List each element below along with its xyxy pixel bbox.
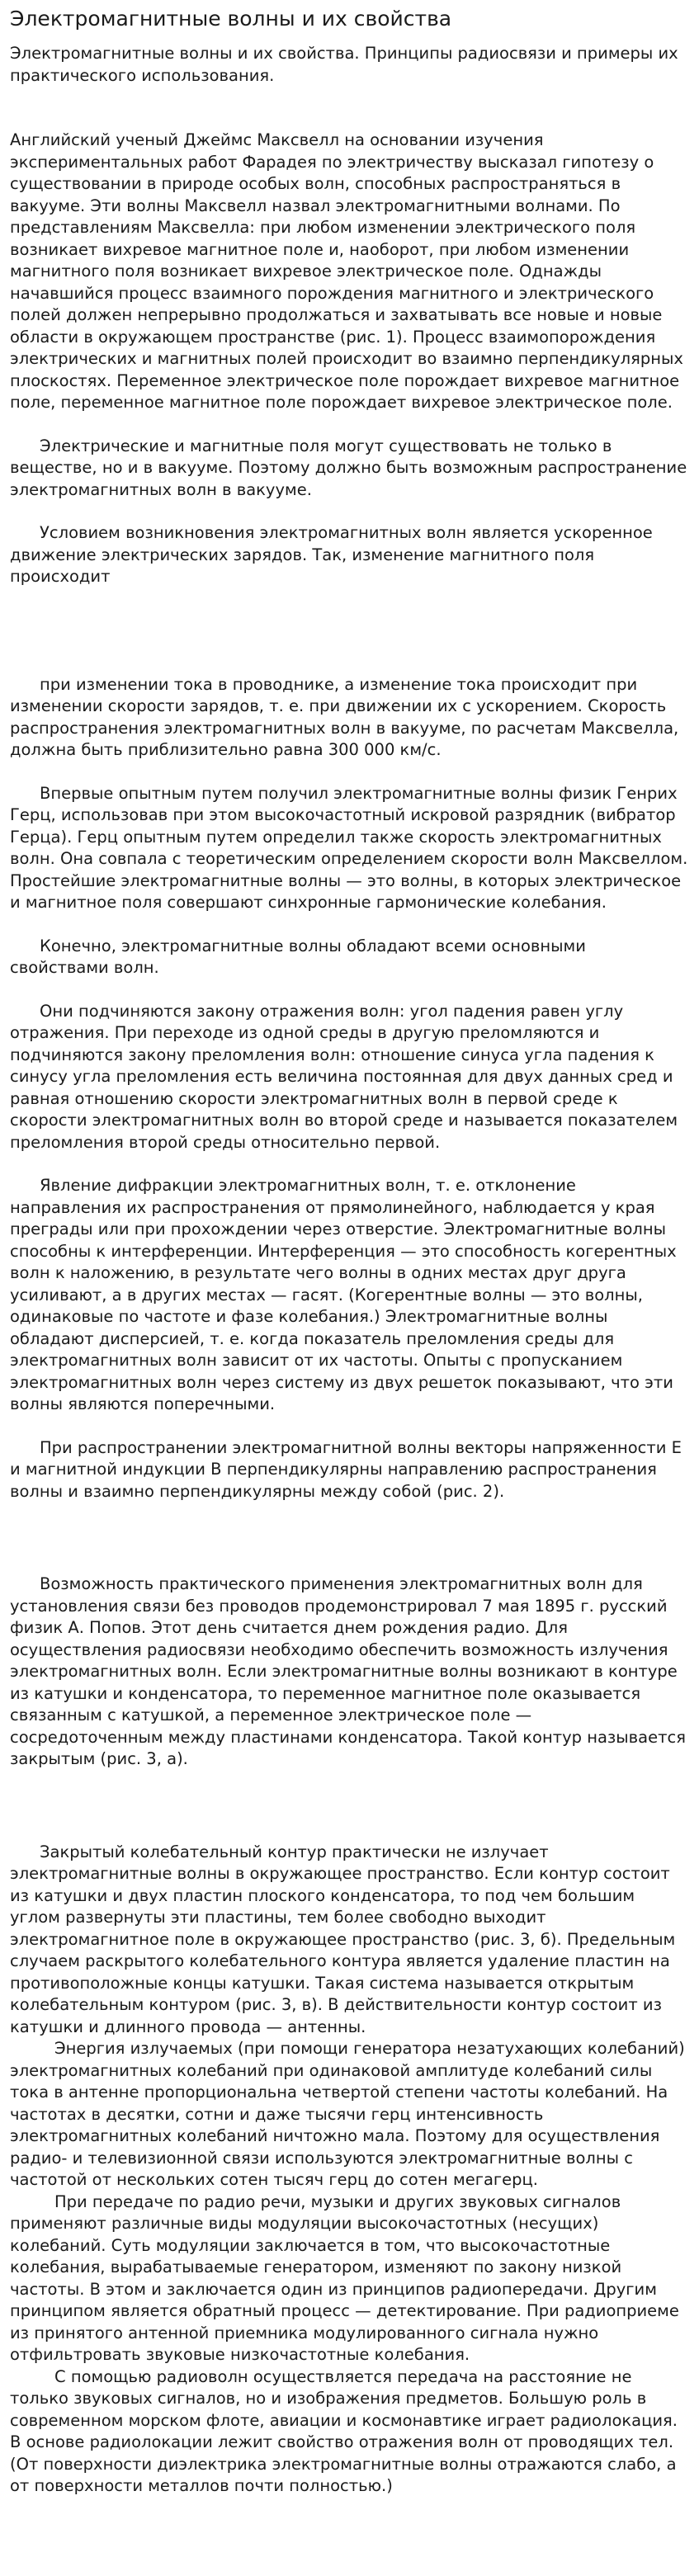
- paragraph-popov-radio: Возможность практического применения электромагнитных волн для установления связи без проводов продемонстрировал 7 мая 1895 г. русский физик А. Попов. Этот день считается днем рождения радио. Для осуществления радиосвязи необходимо обеспечить возможность излучения электромагнитных волн. Если электромагнитные волны возникают в контуре из катушки и конденсатора, то переменное магнитное поле оказывается связанным с катушкой, а переменное электрическое поле — сосредоточенным между пластинами конденсатора. Такой контур называется закрытым (рис. 3, а).: [10, 1574, 686, 1768]
- paragraph-diffraction-interference: Явление дифракции электромагнитных волн, т. е. отклонение направления их распространения от прямолинейного, наблюдается у края преграды или при прохождении через отверстие. Электромагнитные волны способны к интерференции. Интерференция — это способность когерентных волн к наложению, в результате чего волны в одних местах друг друга усиливают, а в других местах — гасят. (Когерентные волны — это волны, одинаковые по частоте и фазе колебания.) Электромагнитные волны обладают дисперсией, т. е. когда показатель преломления среды для электромагнитных волн зависит от их частоты. Опыты с пропусканием электромагнитных волн через систему из двух решеток показывают, что эти волны являются поперечными.: [10, 1176, 677, 1413]
- paragraph-radiolocation: С помощью радиоволн осуществляется передача на расстояние не только звуковых сигналов, но и изображения предметов. Большую роль в современном морском флоте, авиации и космонавтике играет радиолокация. В основе радиолокации лежит свойство отражения волн от проводящих тел. (От поверхности диэлектрика электромагнитные волны отражаются слабо, а от поверхности металлов почти полностью.): [10, 2366, 678, 2495]
- paragraph-radiation-energy: Энергия излучаемых (при помощи генератора незатухающих колебаний) электромагнитных колебаний при одинаковой амплитуде колебаний силы тока в антенне пропорциональна четвертой степени частоты колебаний. На частотах в десятки, сотни и даже тысячи герц интенсивность электромагнитных колебаний ничтожно мала. Поэтому для осуществления радио- и телевизионной связи используются электромагнитные волны с частотой от нескольких сотен тысяч герц до сотен мегагерц.: [10, 2039, 685, 2189]
- paragraph-hertz-experiment: Впервые опытным путем получил электромагнитные волны физик Генрих Герц, использовав при этом высокочастотный искровой разрядник (вибратор Герца). Герц опытным путем определил также скорость электромагнитных волн. Она совпала с теоретическим определением скорости волн Максвеллом. Простейшие электромагнитные волны — это волны, в которых электрическое и магнитное поля совершают синхронные гармонические колебания.: [10, 783, 688, 912]
- paragraph-open-circuit: Закрытый колебательный контур практически не излучает электромагнитные волны в окружающее пространство. Если контур состоит из катушки и двух пластин плоского конденсатора, то под чем большим углом развернуты эти пластины, тем более свободно выходит электромагнитное поле в окружающее пространство (рис. 3, б). Предельным случаем раскрытого колебательного контура является удаление пластин на противоположные концы катушки. Такая система называется открытым колебательным контуром (рис. 3, в). В действительности контур состоит из катушки и длинного провода — антенны.: [10, 1842, 676, 2036]
- article-subtitle: Электромагнитные волны и их свойства. Принципы радиосвязи и примеры их практического использования.: [10, 44, 678, 85]
- paragraph-reflection-refraction: Они подчиняются закону отражения волн: угол падения равен углу отражения. При переходе из одной среды в другую преломляются и подчиняются закону преломления волн: отношение синуса угла падения к синусу угла преломления есть величина постоянная для двух данных сред и равная отношению скорости электромагнитных волн в первой среде к скорости электромагнитных волн во второй среде и называется показателем преломления второй среды относительно первой.: [10, 1001, 678, 1152]
- paragraph-field-vectors: При распространении электромагнитной волны векторы напряженности Е и магнитной индукции В перпендикулярны направлению распространения волны и взаимно перпендикулярны между собой (рис. 2).: [10, 1437, 682, 1501]
- paragraph-wave-properties: Конечно, электромагнитные волны обладают всеми основными свойствами волн.: [10, 936, 586, 977]
- paragraph-accelerated-charges: Условием возникновения электромагнитных волн является ускоренное движение электрических зарядов. Так, изменение магнитного поля происходит: [10, 523, 653, 586]
- paragraph-wave-speed: при изменении тока в проводнике, а изменение тока происходит при изменении скорости зарядов, т. е. при движении их с ускорением. Скорость распространения электромагнитных волн в вакууме, по расчетам Максвелла, должна быть приблизительно равна 300 000 км/с.: [10, 674, 679, 759]
- article-title: Электромагнитные волны и их свойства: [10, 7, 452, 31]
- paragraph-maxwell-hypothesis: Английский ученый Джеймс Максвелл на основании изучения экспериментальных работ Фарадея по электричеству высказал гипотезу о существовании в природе особых волн, способных распространяться в вакууме. Эти волны Максвелл назвал электромагнитными волнами. По представлениям Максвелла: при любом изменении электрического поля возникает вихревое магнитное поле и, наоборот, при любом изменении магнитного поля возникает вихревое электрическое поле. Однажды начавшийся процесс взаимного порождения магнитного и электрического полей должен непрерывно продолжаться и захватывать все новые и новые области в окружающем пространстве (рис. 1). Процесс взаимопорождения электрических и магнитных полей происходит во взаимно перпендикулярных плоскостях. Переменное электрическое поле порождает вихревое магнитное поле, переменное магнитное поле порождает вихревое электрическое поле.: [10, 130, 683, 412]
- paragraph-vacuum-fields: Электрические и магнитные поля могут существовать не только в веществе, но и в вакууме. Поэтому должно быть возможным распространение электромагнитных волн в вакууме.: [10, 436, 687, 499]
- paragraph-modulation: При передаче по радио речи, музыки и других звуковых сигналов применяют различные виды модуляции высокочастотных (несущих) колебаний. Суть модуляции заключается в том, что высокочастотные колебания, вырабатываемые генератором, изменяют по закону низкой частоты. В этом и заключается один из принципов радиопередачи. Другим принципом является обратный процесс — детектирование. При радиоприеме из принятого антенной приемника модулированного сигнала нужно отфильтровать звуковые низкочастотные колебания.: [10, 2191, 679, 2364]
